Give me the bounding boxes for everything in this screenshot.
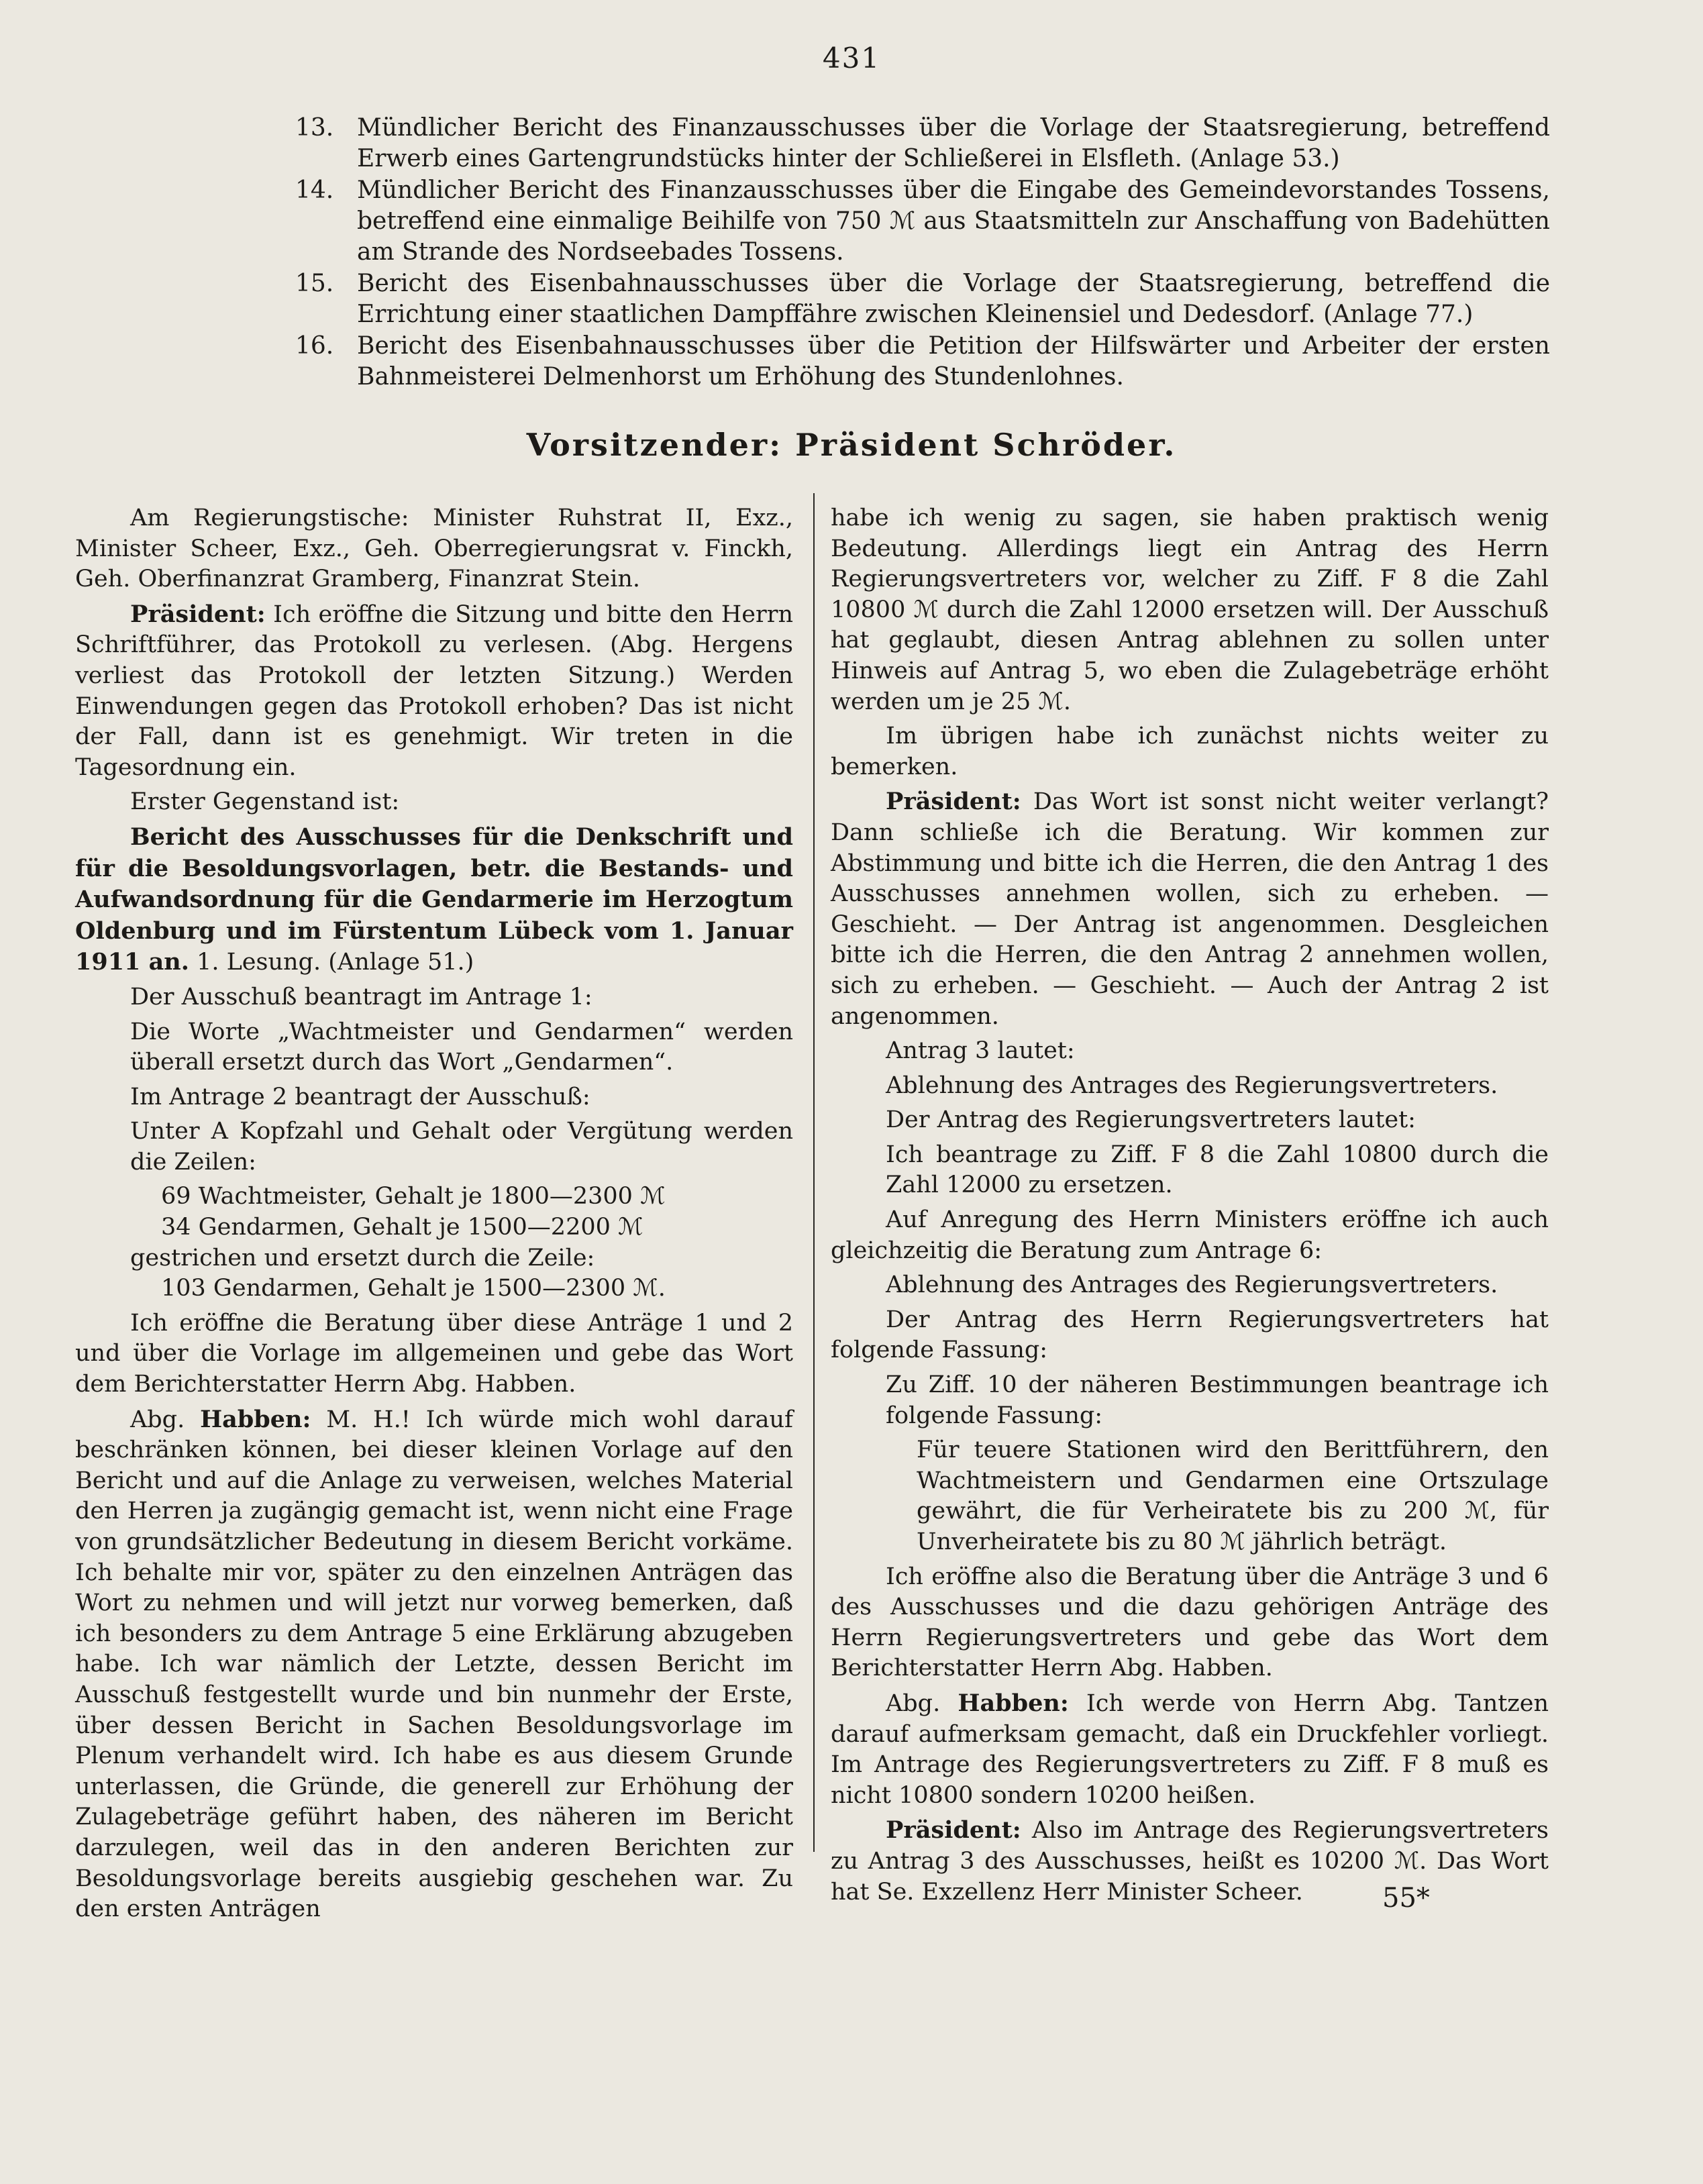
agenda-item: [295, 331, 1550, 393]
speaker-prefix: Abg.: [886, 1689, 958, 1717]
agenda-text: Mündlicher Bericht des Finanzausschusses über die Eingabe des Gemeindevorstandes Tossens, betreffend eine einmalige Beihilfe von 750 ℳ aus Staatsmitteln zur Anschaffung von Badehütten am Strande des Nordseebades Tossens.: [357, 176, 1550, 266]
paragraph: [75, 599, 793, 784]
signature-mark: 55*: [1382, 1883, 1430, 1914]
agenda-item: [295, 268, 1550, 330]
motion-text: Unter A Kopfzahl und Gehalt oder Vergütung werden die Zeilen:: [130, 1118, 793, 1176]
speech-text: Ich werde von Herrn Abg. Tantzen darauf aufmerksam gemacht, daß ein Druckfehler vorliegt. Im Antrage des Regierungsvertreters zu Ziff. F 8 muß es nicht 10800 sondern 10200 heißen.: [831, 1689, 1549, 1809]
motion-line: 69 Wachtmeister, Gehalt je 1800—2300 ℳ: [161, 1183, 666, 1210]
agenda-number: 13.: [295, 114, 334, 142]
motion-line: 103 Gendarmen, Gehalt je 1500—2300 ℳ.: [161, 1275, 666, 1302]
agenda-item: [295, 175, 1550, 268]
paragraph: [831, 786, 1549, 1032]
motion-text: Zu Ziff. 10 der näheren Bestimmungen beantrage ich folgende Fassung:: [886, 1371, 1549, 1429]
report-title: Bericht des Ausschusses für die Denkschrift und für die Besoldungsvorlagen, betr. die Bestands- und Aufwandsordnung für die Gendarmerie im Herzogtum Oldenburg und im Fürstentum Lübeck vom 1. Januar 1911 an.: [75, 823, 793, 976]
report-reading: 1. Lesung. (Anlage 51.): [189, 949, 474, 976]
paragraph: Der Ausschuß beantragt im Antrage 1:: [130, 983, 592, 1010]
paragraph: [831, 1815, 1549, 1908]
agenda-text: Bericht des Eisenbahnausschusses über die Petition der Hilfswärter und Arbeiter der ersten Bahnmeisterei Delmenhorst um Erhöhung des Stundenlohnes.: [357, 332, 1550, 391]
speaker-name: Habben:: [200, 1405, 311, 1433]
motion-line: 34 Gendarmen, Gehalt je 1500—2200 ℳ: [161, 1214, 643, 1241]
speaker-name: Habben:: [958, 1689, 1069, 1717]
paragraph: [75, 1404, 793, 1925]
paragraph: [75, 822, 793, 978]
chair-heading: Vorsitzender: Präsident Schröder.: [526, 427, 1177, 463]
paragraph: Ich eröffne also die Beratung über die Anträge 3 und 6 des Ausschusses und die dazu gehörigen Anträge des Herrn Regierungsvertreters und gebe das Wort dem Berichterstatter Herrn Abg. Habben.: [831, 1563, 1549, 1682]
motion-text: Ablehnung des Antrages des Regierungsvertreters.: [886, 1271, 1498, 1299]
motion-text: Ich beantrage zu Ziff. F 8 die Zahl 10800 durch die Zahl 12000 zu ersetzen.: [886, 1141, 1549, 1199]
speaker-name: Präsident:: [130, 600, 266, 628]
speech-text: Also im Antrage des Regierungsvertreters zu Antrag 3 des Ausschusses, heißt es 10200 ℳ. Das Wort hat Se. Exzellenz Herr Minister Scheer.: [831, 1817, 1549, 1906]
paragraph: Am Regierungstische: Minister Ruhstrat II, Exz., Minister Scheer, Exz., Geh. Oberregierungsrat v. Finckh, Geh. Oberfinanzrat Gramberg, Finanzrat Stein.: [75, 505, 793, 593]
paragraph: Antrag 3 lautet:: [886, 1037, 1075, 1065]
speaker-prefix: Abg.: [130, 1406, 201, 1433]
speaker-name: Präsident:: [886, 1816, 1021, 1844]
agenda-text: Bericht des Eisenbahnausschusses über die Vorlage der Staatsregierung, betreffend die Errichtung einer staatlichen Dampffähre zwischen Kleinensiel und Dedesdorf. (Anlage 77.): [357, 270, 1550, 328]
agenda-number: 14.: [295, 176, 334, 204]
motion-text: Für teuere Stationen wird den Berittführern, den Wachtmeistern und Gendarmen eine Ortszulage gewährt, die für Verheiratete bis zu 200 ℳ, für Unverheiratete bis zu 80 ℳ jährlich beträgt.: [917, 1437, 1549, 1555]
agenda-list: [295, 113, 1550, 393]
column-divider: [813, 493, 815, 1852]
agenda-number: 16.: [295, 332, 334, 360]
motion-text: Ablehnung des Antrages des Regierungsvertreters.: [886, 1072, 1498, 1099]
speech-text: Ich eröffne die Sitzung und bitte den Herrn Schriftführer, das Protokoll zu verlesen. (Abg. Hergens verliest das Protokoll der letzten Sitzung.) Werden Einwendungen gegen das Protokoll erhoben? Das ist nicht der Fall, dann ist es genehmigt. Wir treten in die Tagesordnung ein.: [75, 601, 793, 781]
paragraph: Im übrigen habe ich zunächst nichts weiter zu bemerken.: [831, 723, 1549, 780]
agenda-text: Mündlicher Bericht des Finanzausschusses über die Vorlage der Staatsregierung, betreffend Erwerb eines Gartengrundstücks hinter der Schließerei in Elsfleth. (Anlage 53.): [357, 114, 1550, 172]
paragraph: Erster Gegenstand ist:: [130, 788, 400, 816]
speech-text: Das Wort ist sonst nicht weiter verlangt? Dann schließe ich die Beratung. Wir kommen zur Abstimmung und bitte ich die Herren, die den Antrag 1 des Ausschusses annehmen wollen, sich zu erheben. — Geschieht. — Der Antrag ist angenommen. Desgleichen bitte ich die Herren, die den Antrag 2 annehmen wollen, sich zu erheben. — Geschieht. — Auch der Antrag 2 ist angenommen.: [831, 788, 1549, 1030]
page-number: 431: [822, 42, 881, 74]
paragraph: Auf Anregung des Herrn Ministers eröffne ich auch gleichzeitig die Beratung zum Antrage 6:: [831, 1206, 1549, 1264]
speech-text: M. H.! Ich würde mich wohl darauf beschränken können, bei dieser kleinen Vorlage auf den Bericht und auf die Anlage zu verweisen, welches Material den Herren ja zugängig gemacht ist, wenn nicht eine Frage von grundsätzlicher Bedeutung in diesem Bericht vorkäme. Ich behalte mir vor, später zu den einzelnen Anträgen das Wort zu nehmen und will jetzt nur vorweg bemerken, daß ich besonders zu dem Antrage 5 eine Erklärung abzugeben habe. Ich war nämlich der Letzte, dessen Bericht im Ausschuß festgestellt wurde und bin nunmehr der Erste, über dessen Bericht in Sachen Besoldungsvorlage im Plenum verhandelt wird. Ich habe es aus diesem Grunde unterlassen, die Gründe, die generell zur Erhöhung der Zulagebeträge geführt haben, des näheren im Bericht darzulegen, weil das in den anderen Berichten zur Besoldungsvorlage bereits ausgiebig geschehen war. Zu den ersten Anträgen: [75, 1406, 793, 1923]
speaker-name: Präsident:: [886, 788, 1021, 816]
agenda-number: 15.: [295, 270, 334, 297]
right-column: [831, 503, 1549, 1912]
paragraph: [831, 1688, 1549, 1811]
paragraph: Der Antrag des Regierungsvertreters lautet:: [886, 1106, 1416, 1134]
paragraph: habe ich wenig zu sagen, sie haben praktisch wenig Bedeutung. Allerdings liegt ein Antrag des Herrn Regierungsvertreters vor, welcher zu Ziff. F 8 die Zahl 10800 ℳ durch die Zahl 12000 ersetzen will. Der Ausschuß hat geglaubt, diesen Antrag ablehnen zu sollen unter Hinweis auf Antrag 5, wo eben die Zulagebeträge erhöht werden um je 25 ℳ.: [831, 505, 1549, 715]
left-column: [75, 503, 793, 1929]
agenda-item: [295, 113, 1550, 174]
motion-text: Die Worte „Wachtmeister und Gendarmen“ werden überall ersetzt durch das Wort „Gendarmen“.: [130, 1018, 793, 1076]
paragraph: Im Antrage 2 beantragt der Ausschuß:: [130, 1083, 590, 1110]
motion-text: gestrichen und ersetzt durch die Zeile:: [130, 1244, 595, 1271]
paragraph: Ich eröffne die Beratung über diese Anträge 1 und 2 und über die Vorlage im allgemeinen und gebe das Wort dem Berichterstatter Herrn Abg. Habben.: [75, 1309, 793, 1398]
paragraph: Der Antrag des Herrn Regierungsvertreters hat folgende Fassung:: [831, 1306, 1549, 1364]
